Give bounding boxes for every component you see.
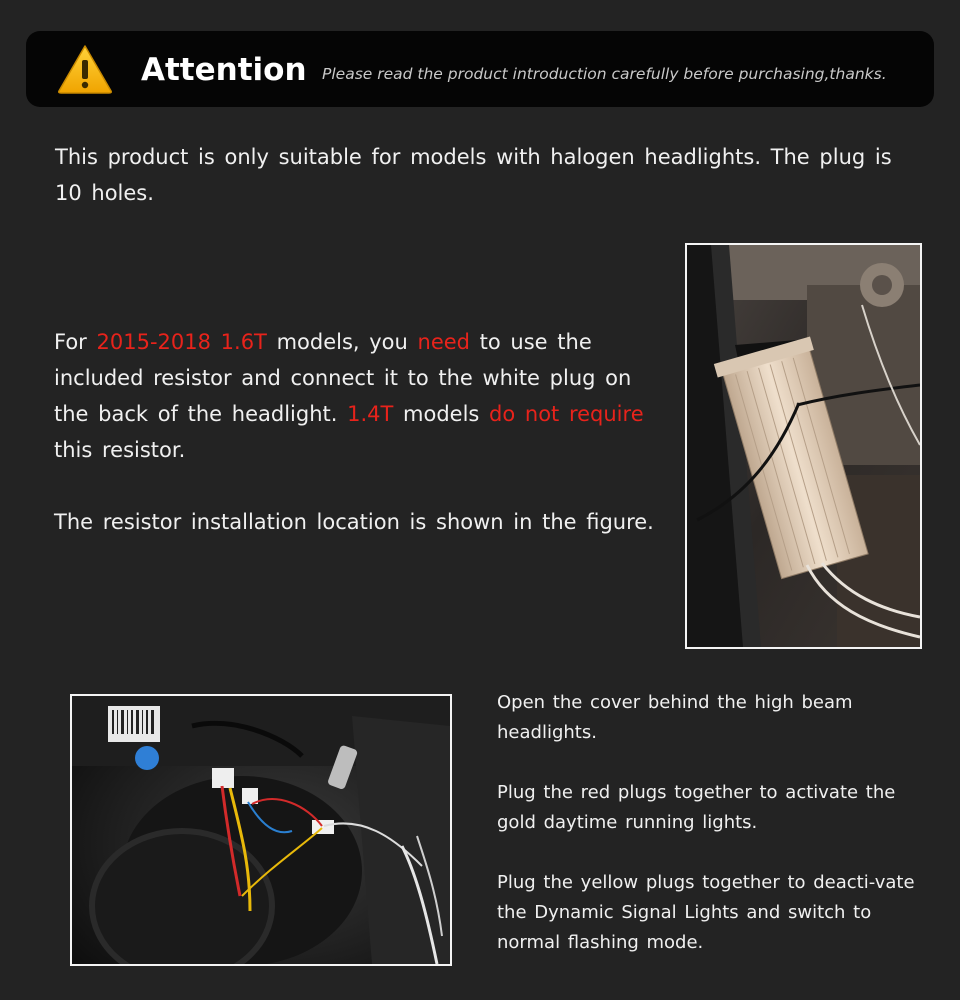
model-years: 2015-2018 — [96, 330, 211, 354]
resistor-text — [211, 330, 221, 354]
step-item: Open the cover behind the high beam headlights. — [497, 692, 853, 743]
resistor-location-photo — [685, 243, 922, 649]
step-item: Plug the yellow plugs together to deacti-vate the Dynamic Signal Lights and switch to normal flashing mode. — [497, 872, 915, 953]
need-highlight: need — [417, 330, 470, 354]
engine-1-4t: 1.4T — [347, 402, 394, 426]
headlight-photo-image — [72, 696, 450, 964]
engine-1-6t: 1.6T — [220, 330, 267, 354]
banner-note: Please read the product introduction carefully before purchasing,thanks. — [322, 65, 887, 83]
resistor-text: models — [393, 402, 490, 426]
warning-triangle-icon — [57, 44, 113, 94]
step-item: Plug the red plugs together to activate the gold daytime running lights. — [497, 782, 896, 833]
resistor-photo-image — [687, 245, 920, 647]
do-not-require-highlight: do not require — [489, 402, 644, 426]
resistor-text: models, you — [266, 330, 418, 354]
headlight-plugs-photo — [70, 694, 452, 966]
location-paragraph: The resistor installation location is shown in the figure. — [54, 510, 654, 534]
intro-paragraph: This product is only suitable for models with halogen headlights. The plug is 10 holes. — [55, 145, 892, 205]
resistor-text: to use the included resistor and connect it to the white plug on the back of the headlight. — [54, 330, 632, 426]
resistor-text: this resistor. — [54, 438, 186, 462]
resistor-paragraph — [54, 324, 674, 468]
banner-title: Attention — [141, 52, 307, 88]
installation-steps — [497, 688, 937, 988]
resistor-text: For — [54, 330, 97, 354]
